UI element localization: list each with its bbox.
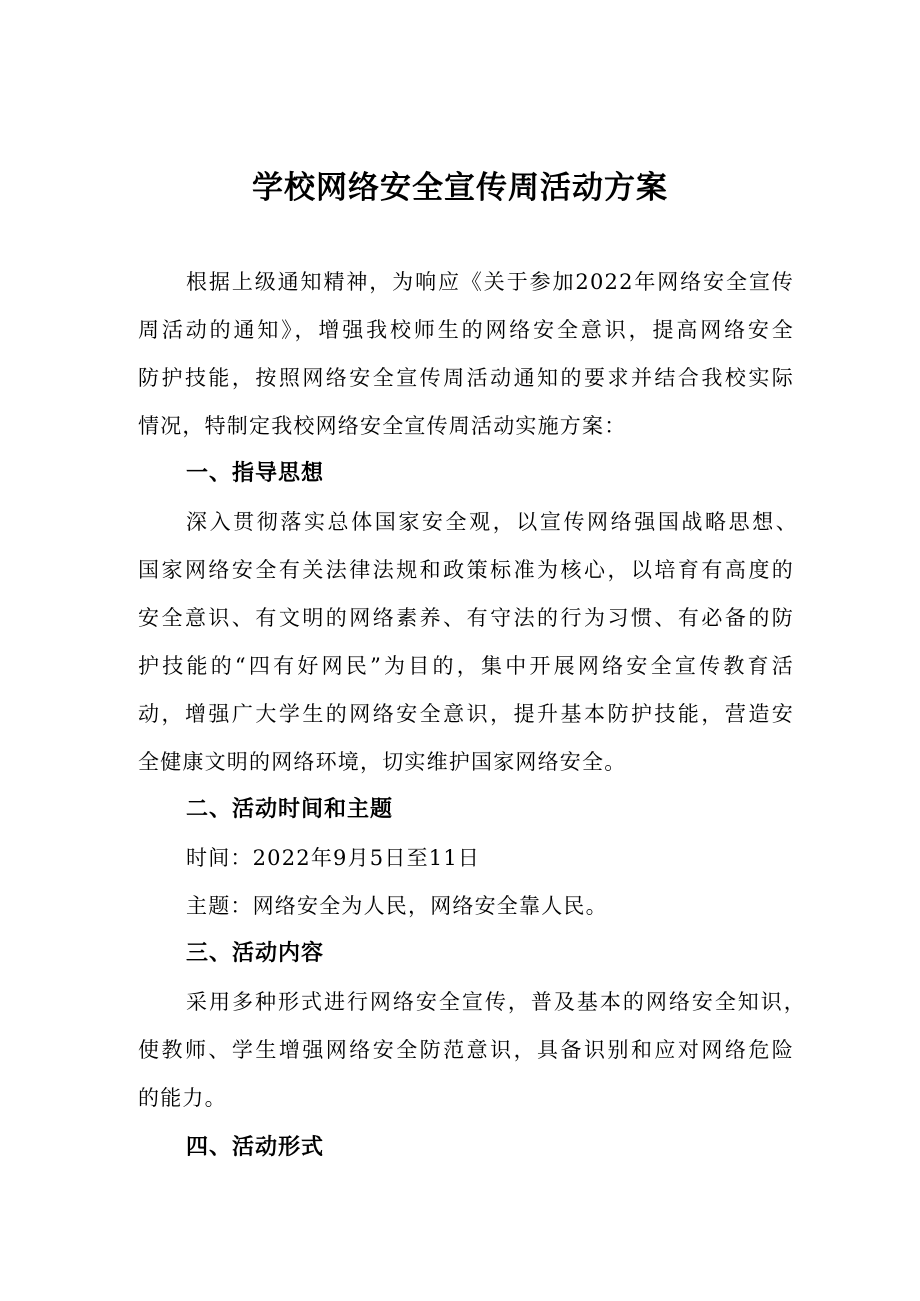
section3-line-3: 的能力。 — [138, 1086, 227, 1110]
section-heading-activity-form: 四、活动形式 — [186, 1135, 325, 1160]
intro-line-2: 周活动的通知》，增强我校师生的网络安全意识，提高网络安全 — [138, 318, 794, 342]
activity-time: 时间：2022年9月5日至11日 — [186, 846, 481, 870]
section3-line-2: 使教师、学生增强网络安全防范意识，具备识别和应对网络危险 — [138, 1038, 794, 1062]
intro-line-3: 防护技能，按照网络安全宣传周活动通知的要求并结合我校实际 — [138, 366, 794, 390]
section-heading-activity-content: 三、活动内容 — [186, 941, 325, 966]
section1-line-4: 护技能的“四有好网民”为目的，集中开展网络安全宣传教育活 — [138, 654, 794, 678]
section-heading-time-and-theme: 二、活动时间和主题 — [186, 797, 394, 822]
section1-line-6: 全健康文明的网络环境，切实维护国家网络安全。 — [138, 750, 627, 774]
section1-line-1: 深入贯彻落实总体国家安全观，以宣传网络强国战略思想、 — [186, 510, 798, 534]
section1-line-2: 国家网络安全有关法律法规和政策标准为核心，以培育有高度的 — [138, 558, 794, 582]
intro-line-4: 情况，特制定我校网络安全宣传周活动实施方案： — [138, 414, 627, 438]
section3-line-1: 采用多种形式进行网络安全宣传，普及基本的网络安全知识， — [186, 990, 806, 1014]
activity-theme: 主题：网络安全为人民，网络安全靠人民。 — [186, 894, 608, 918]
intro-line-1: 根据上级通知精神，为响应《关于参加2022年网络安全宣传 — [186, 270, 794, 294]
section1-line-3: 安全意识、有文明的网络素养、有守法的行为习惯、有必备的防 — [138, 606, 794, 630]
document-title: 学校网络安全宣传周活动方案 — [252, 170, 668, 206]
section-heading-guiding-ideology: 一、指导思想 — [186, 461, 325, 486]
section1-line-5: 动，增强广大学生的网络安全意识，提升基本防护技能，营造安 — [138, 702, 794, 726]
